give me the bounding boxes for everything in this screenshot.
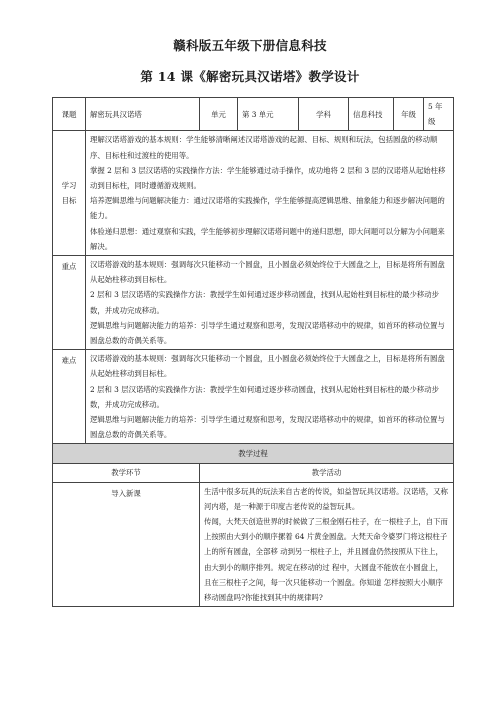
goals-content (86, 131, 454, 256)
intro-paragraph: 生活中很多玩具的玩法来自古老的传说，如益智玩具汉诺塔。汉诺塔，又称河内塔，是一种源于印度古老传说的益智玩具。 (204, 486, 448, 511)
process-header-row (53, 444, 454, 464)
process-columns-row (53, 464, 454, 482)
document-title: 赣科版五年级下册信息科技 (173, 38, 327, 53)
difficulty-paragraph: 汉诺塔游戏的基本规则：强调每次只能移动一个圆盘，且小圆盘必须始终位于大圆盘之上，目标是将所有圆盘从起始柱移动到目标柱。 (90, 354, 445, 379)
key-point-paragraph: 2 层和 3 层汉诺塔的实践操作方法：教授学生如何通过逐步移动圆盘，找到从起始柱到目标柱的最少移动步数，并成功完成移动。 (90, 290, 440, 315)
grade-label: 年级 (394, 98, 424, 131)
grade-value: 5 年级 (424, 98, 454, 131)
subject-value: 信息科技 (349, 98, 394, 131)
goal-paragraph: 理解汉诺塔游戏的基本规则：学生能够清晰阐述汉诺塔游戏的起源、目标、规则和玩法，包括圆盘的移动顺序、目标柱和过渡柱的使用等。 (90, 135, 438, 160)
goal-paragraph: 体验递归思想：通过观察和实践，学生能够初步理解汉诺塔问题中的递归思想，即大问题可以分解为小问题来解决。 (90, 226, 445, 251)
topic-label: 课题 (53, 98, 86, 131)
key-points-content (86, 256, 454, 350)
unit-value: 第 3 单元 (238, 98, 299, 131)
info-row (53, 98, 454, 131)
goals-row (53, 131, 454, 256)
activity-column-header: 教学活动 (200, 464, 454, 482)
difficulty-paragraph: 逻辑思维与问题解决能力的培养：引导学生通过观察和思考，发现汉诺塔移动中的规律，如首环的移动位置与圆盘总数的奇偶关系等。 (90, 415, 445, 440)
key-point-paragraph: 逻辑思维与问题解决能力的培养：引导学生通过观察和思考，发现汉诺塔移动中的规律，如首环的移动位置与圆盘总数的奇偶关系等。 (90, 320, 445, 346)
lesson-title: 第 14 课《解密玩具汉诺塔》教学设计 (140, 69, 360, 84)
goals-label: 学习 目标 (53, 131, 86, 256)
key-point-paragraph: 汉诺塔游戏的基本规则：强调每次只能移动一个圆盘，且小圆盘必须始终位于大圆盘之上，目标是将所有圆盘从起始柱移动到目标柱。 (90, 260, 445, 285)
intro-content (200, 482, 454, 607)
intro-row (53, 482, 454, 607)
goal-paragraph: 培养逻辑思维与问题解决能力：通过汉诺塔的实践操作，学生能够提高逻辑思维、抽象能力和逐步解决问题的能力。 (90, 196, 445, 221)
lesson-plan-table (52, 97, 454, 607)
unit-label: 单元 (200, 98, 238, 131)
key-points-label: 重点 (53, 256, 86, 350)
intro-label: 导入新课 (53, 482, 200, 607)
difficulties-label: 难点 (53, 350, 86, 444)
difficulties-row (53, 350, 454, 444)
goal-paragraph: 掌握 2 层和 3 层汉诺塔的实践操作方法：学生能够通过动手操作，成功地将 2 层和 3 层的汉诺塔从起始柱移动到目标柱，同时遵循游戏规则。 (90, 165, 446, 191)
key-points-row (53, 256, 454, 350)
difficulties-content (86, 350, 454, 444)
topic-value: 解密玩具汉诺塔 (86, 98, 200, 131)
subject-label: 学科 (299, 98, 349, 131)
intro-paragraph: 传闻，大梵天创造世界的时候做了三根金刚石柱子，在一根柱子上，自下而上按照由大到小的顺序摞着 64 片黄金圆盘。大梵天命令婆罗门将这根柱子上的所有圆盘，全部移 动到另一根柱子上，并且圆盘仍然按照从下往上，由大到小的顺序排列。规定在移动的过 程中，大圆盘不能放在小圆盘上，且在三根柱子之间，每一次只能移动一个圆盘。你知道 怎样按照大小顺序移动圆盘吗?你能找到其中的规律吗? (204, 517, 448, 603)
difficulty-paragraph: 2 层和 3 层汉诺塔的实践操作方法：教授学生如何通过逐步移动圆盘，找到从起始柱到目标柱的最少移动步数，并成功完成移动。 (90, 384, 440, 409)
stage-column-header: 教学环节 (53, 464, 200, 482)
process-header: 教学过程 (53, 444, 454, 464)
